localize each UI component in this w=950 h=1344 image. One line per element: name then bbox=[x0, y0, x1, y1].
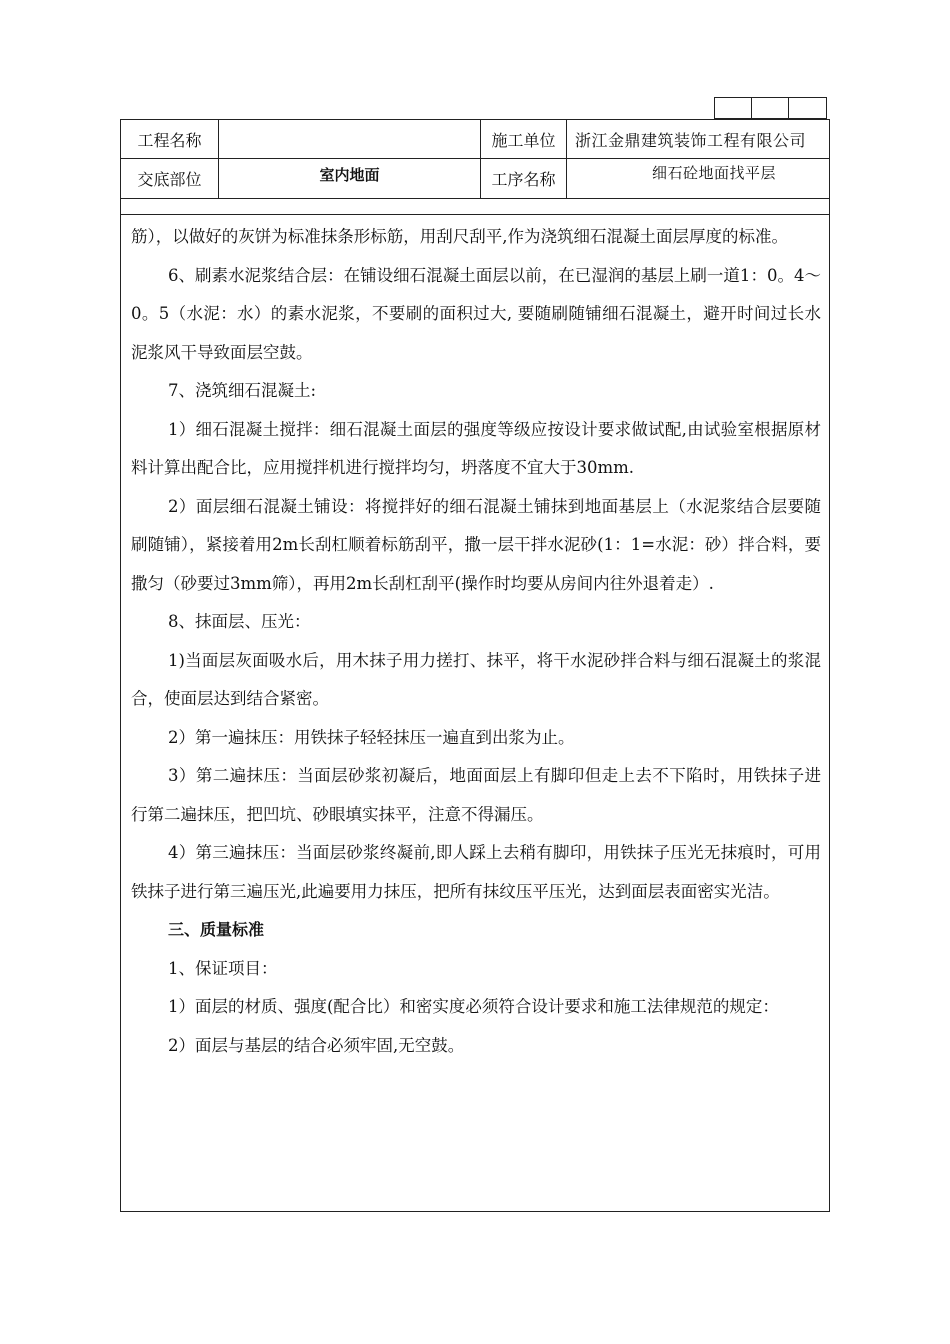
page-number-boxes bbox=[714, 97, 827, 119]
paragraph: 1、保证项目： bbox=[168, 958, 278, 978]
process-label: 工序名称 bbox=[480, 158, 566, 198]
paragraph: 8、抹面层、压光： bbox=[168, 612, 311, 631]
contractor-label: 施工单位 bbox=[480, 120, 566, 158]
paragraph: 1）面层的材质、强度(配合比）和密实度必须符合设计要求和施工法律规范的规定： bbox=[168, 997, 779, 1016]
paragraph: 筋），以做好的灰饼为标准抹条形标筋，用刮尺刮平,作为浇筑细石混凝土面层厚度的标准。 bbox=[131, 227, 788, 246]
process-value: 细石砼地面找平层 bbox=[566, 158, 829, 198]
project-name-value bbox=[218, 120, 480, 158]
paragraph: 2）面层与基层的结合必须牢固,无空鼓。 bbox=[168, 1035, 465, 1055]
contractor-value: 浙江金鼎建筑装饰工程有限公司 bbox=[566, 120, 829, 158]
header-row-2 bbox=[121, 158, 829, 199]
location-value: 室内地面 bbox=[218, 158, 480, 198]
paragraph: 2）面层细石混凝土铺设：将搅拌好的细石混凝土铺抹到地面基层上（水泥浆结合层要随刷随铺），紧接着用2m长刮杠顺着标筋刮平，撒一层干拌水泥砂(1：1=水泥：砂）拌合料，要撒匀（砂要过3mm筛），再用2m长刮杠刮平(操作时均要从房间内往外退着走）. bbox=[131, 496, 821, 593]
paragraph: 1)当面层灰面吸水后，用木抹子用力搓打、抹平，将干水泥砂拌合料与细石混凝土的浆混合，使面层达到结合紧密。 bbox=[131, 650, 821, 708]
paragraph: 3）第二遍抹压：当面层砂浆初凝后，地面面层上有脚印但走上去不下陷时，用铁抹子进行第二遍抹压，把凹坑、砂眼填实抹平，注意不得漏压。 bbox=[131, 766, 821, 824]
page-box-3 bbox=[788, 97, 827, 119]
page-box-1 bbox=[714, 97, 751, 119]
paragraph: 7、浇筑细石混凝土: bbox=[168, 381, 317, 400]
header-spacer-row bbox=[121, 198, 829, 215]
paragraph: 1）细石混凝土搅拌：细石混凝土面层的强度等级应按设计要求做试配,由试验室根据原材料计算出配合比，应用搅拌机进行搅拌均匀，坍落度不宜大于30mm. bbox=[131, 419, 821, 477]
body-text bbox=[131, 218, 821, 1065]
section-title: 三、质量标准 bbox=[168, 920, 265, 939]
disclosure-sheet bbox=[120, 119, 830, 1212]
location-label: 交底部位 bbox=[137, 169, 202, 189]
page-box-2 bbox=[751, 97, 788, 119]
header-row-1 bbox=[121, 120, 829, 159]
project-name-label: 工程名称 bbox=[137, 130, 202, 150]
paragraph: 6、刷素水泥浆结合层：在铺设细石混凝土面层以前，在已湿润的基层上刷一道1：0。4～0。5（水泥：水）的素水泥浆，不要刷的面积过大, 要随刷随铺细石混凝土，避开时间过长水泥浆风干导致面层空鼓。 bbox=[131, 265, 821, 362]
paragraph: 4）第三遍抹压：当面层砂浆终凝前,即人踩上去稍有脚印，用铁抹子压光无抹痕时，可用铁抹子进行第三遍压光,此遍要用力抹压，把所有抹纹压平压光，达到面层表面密实光洁。 bbox=[131, 843, 821, 901]
paragraph: 2）第一遍抹压：用铁抹子轻轻抹压一遍直到出浆为止。 bbox=[168, 727, 575, 747]
